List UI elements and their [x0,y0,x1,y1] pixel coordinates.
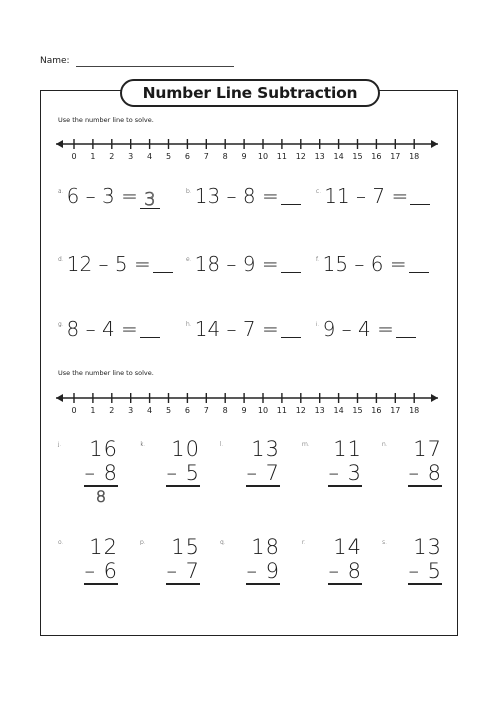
problem-e [186,252,301,276]
instruction-2: Use the number line to solve. [58,369,154,377]
number-line-label: 18 [409,152,420,161]
answer-blank[interactable] [153,258,173,273]
problem-subtrahend: – 8 [84,461,118,485]
problem-label: r. [302,539,306,546]
problem-k [140,437,200,507]
problem-f [316,252,429,276]
number-line-label: 14 [333,152,344,161]
problem-minuend: 15 [171,535,200,559]
problem-label: o. [58,539,64,546]
answer-blank[interactable] [410,190,430,205]
problem-minuend: 17 [413,437,442,461]
number-line-2 [52,388,442,418]
problem-s [382,535,442,605]
problem-label: p. [140,539,146,546]
problem-subtrahend: – 3 [328,461,362,485]
number-line-label: 13 [314,406,325,415]
number-line-label: 11 [276,152,287,161]
problem-p [140,535,200,605]
problem-minuend: 12 [89,535,118,559]
problem-r [302,535,362,605]
number-line-label: 6 [184,406,190,415]
number-line-label: 10 [257,152,269,161]
problem-subtrahend: – 9 [246,559,280,583]
problem-label: i. [316,321,320,328]
problem-label: a. [58,188,64,195]
number-line-label: 12 [295,406,306,415]
answer-line[interactable] [166,485,200,487]
number-line-label: 2 [109,406,115,415]
number-line-label: 15 [352,406,363,415]
problem-label: n. [382,441,388,448]
problem-label: s. [382,539,388,546]
problem-label: d. [58,256,64,263]
problem-label: b. [186,188,192,195]
problem-h [186,317,301,341]
problem-label: l. [220,441,224,448]
number-line-label: 10 [257,406,269,415]
answer-line[interactable] [328,485,362,487]
problem-label: h. [186,321,192,328]
number-line-label: 16 [371,406,382,415]
problem-minuend: 11 [333,437,362,461]
problem-expression: 11 – 7 = [324,184,409,208]
problem-label: k. [140,441,146,448]
problem-minuend: 13 [251,437,280,461]
left-arrow-icon [56,394,63,402]
problem-d [58,252,173,276]
problem-subtrahend: – 7 [246,461,280,485]
problem-expression: 14 – 7 = [194,317,279,341]
problem-n [382,437,442,507]
worksheet-title [120,79,380,107]
number-line-label: 17 [390,406,401,415]
problem-o [58,535,118,605]
answer-blank[interactable] [281,190,301,205]
number-line-label: 6 [184,152,190,161]
number-line-label: 13 [314,152,325,161]
right-arrow-icon [431,394,438,402]
problem-subtrahend: – 8 [408,461,442,485]
number-line-label: 7 [203,406,209,415]
number-line-label: 8 [222,406,228,415]
answer-line[interactable] [246,485,280,487]
answer-line[interactable] [408,583,442,585]
right-arrow-icon [431,140,438,148]
problem-minuend: 18 [251,535,280,559]
problem-a [58,184,160,209]
number-line-label: 17 [390,152,401,161]
problem-label: m. [302,441,310,448]
problem-expression: 15 – 6 = [322,252,407,276]
answer-blank[interactable] [281,258,301,273]
name-label: Name: [40,56,70,66]
answer-blank[interactable]: 3 [140,192,160,209]
problem-i [316,317,416,341]
problem-expression: 12 – 5 = [66,252,151,276]
problem-label: j. [58,441,62,448]
number-line-label: 15 [352,152,363,161]
problem-l [220,437,280,507]
problem-expression: 8 – 4 = [66,317,138,341]
number-line-label: 4 [147,152,153,161]
problem-g [58,317,160,341]
problem-minuend: 16 [89,437,118,461]
problem-subtrahend: – 5 [166,461,200,485]
answer-line[interactable] [84,583,118,585]
problem-label: g. [58,321,64,328]
problem-expression: 13 – 8 = [194,184,279,208]
answer-value: 8 [95,487,106,506]
answer-blank[interactable] [140,323,160,338]
title-text: Number Line Subtraction [142,84,358,102]
answer-blank[interactable] [281,323,301,338]
problem-minuend: 14 [333,535,362,559]
problem-c [316,184,430,208]
instruction-1: Use the number line to solve. [58,116,154,124]
number-line-label: 0 [71,152,77,161]
number-line-label: 14 [333,406,344,415]
answer-line[interactable] [328,583,362,585]
problem-subtrahend: – 6 [84,559,118,583]
problem-m [302,437,362,507]
number-line-label: 16 [371,152,382,161]
problem-subtrahend: – 8 [328,559,362,583]
number-line-label: 11 [276,406,287,415]
number-line-label: 0 [71,406,77,415]
number-line-label: 1 [90,152,96,161]
number-line-label: 1 [90,406,96,415]
number-line-label: 4 [147,406,153,415]
problem-label: f. [316,256,320,263]
problem-label: c. [316,188,322,195]
problem-label: e. [186,256,192,263]
number-line-label: 12 [295,152,306,161]
answer-blank[interactable] [396,323,416,338]
problem-j [58,437,118,507]
problem-expression: 9 – 4 = [322,317,394,341]
problem-minuend: 10 [171,437,200,461]
number-line-label: 3 [128,406,134,415]
answer-blank[interactable] [409,258,429,273]
left-arrow-icon [56,140,63,148]
answer-line[interactable] [408,485,442,487]
problem-subtrahend: – 7 [166,559,200,583]
answer-line[interactable] [246,583,280,585]
problem-minuend: 13 [413,535,442,559]
number-line-label: 3 [128,152,134,161]
number-line-1 [52,134,442,164]
problem-expression: 18 – 9 = [194,252,279,276]
problem-expression: 6 – 3 = [66,184,138,208]
number-line-label: 7 [203,152,209,161]
number-line-label: 18 [409,406,420,415]
problem-b [186,184,301,208]
answer-line[interactable] [166,583,200,585]
name-line[interactable] [76,66,234,67]
problem-label: q. [220,539,226,546]
number-line-label: 2 [109,152,115,161]
number-line-label: 5 [165,152,172,161]
number-line-label: 9 [241,406,247,415]
number-line-label: 9 [241,152,247,161]
problem-subtrahend: – 5 [408,559,442,583]
number-line-label: 8 [222,152,228,161]
number-line-label: 5 [165,406,172,415]
problem-q [220,535,280,605]
